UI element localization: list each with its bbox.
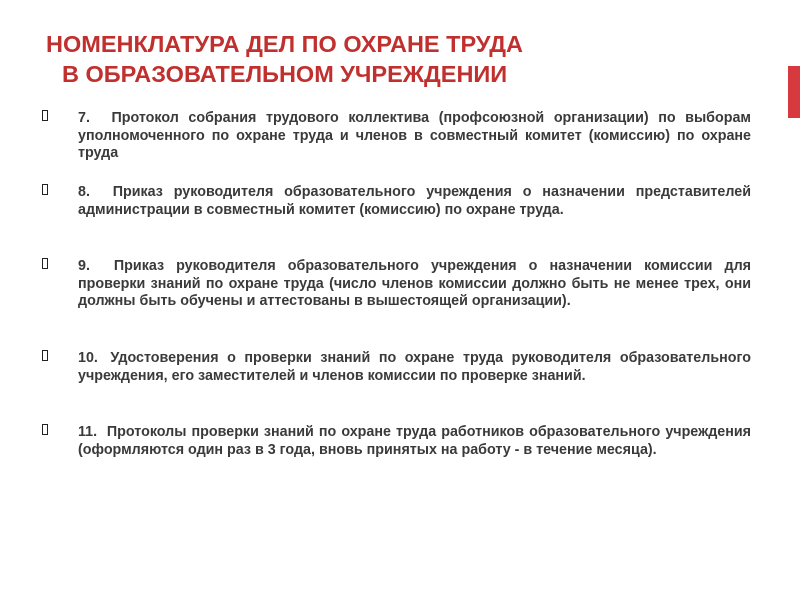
slide-title-line-1: НОМЕНКЛАТУРА ДЕЛ ПО ОХРАНЕ ТРУДА [46,31,523,57]
list-item-text: 9. Приказ руководителя образовательного учреждения о назначении комиссии для проверки знаний по охране труда (число членов комиссии должно быть не менее трех, они должны быть обучены и аттестованы в вышестоящей организации). [78,258,755,309]
list-item [42,184,755,219]
slide-title-line-2: В ОБРАЗОВАТЕЛЬНОМ УЧРЕЖДЕНИИ [62,61,508,87]
square-bullet-icon [42,184,48,195]
square-bullet-icon [42,350,48,361]
accent-bar [788,66,800,118]
list-item [42,350,755,385]
list-item-text: 11. Протоколы проверки знаний по охране труда работников образовательного учреждения (оформляются один раз в 3 года, вновь принятых на работу - в течение месяца). [78,424,755,458]
list-item [42,258,755,311]
square-bullet-icon [42,424,48,435]
slide-title [46,29,646,89]
list-item-text: 7. Протокол собрания трудового коллектива (профсоюзной организации) по выборам уполномоченного по охране труда и членов в совместный комитет (комиссию) по охране труда [78,110,755,161]
square-bullet-icon [42,110,48,121]
list-item-text: 8. Приказ руководителя образовательного учреждения о назначении представителей администрации в совместный комитет (комиссию) по охране труда. [78,184,755,218]
square-bullet-icon [42,258,48,269]
list-item [42,424,755,459]
list-item-text: 10. Удостоверения о проверки знаний по охране труда руководителя образовательного учреждения, его заместителей и членов комиссии по проверке знаний. [78,350,755,384]
list-item [42,110,755,163]
